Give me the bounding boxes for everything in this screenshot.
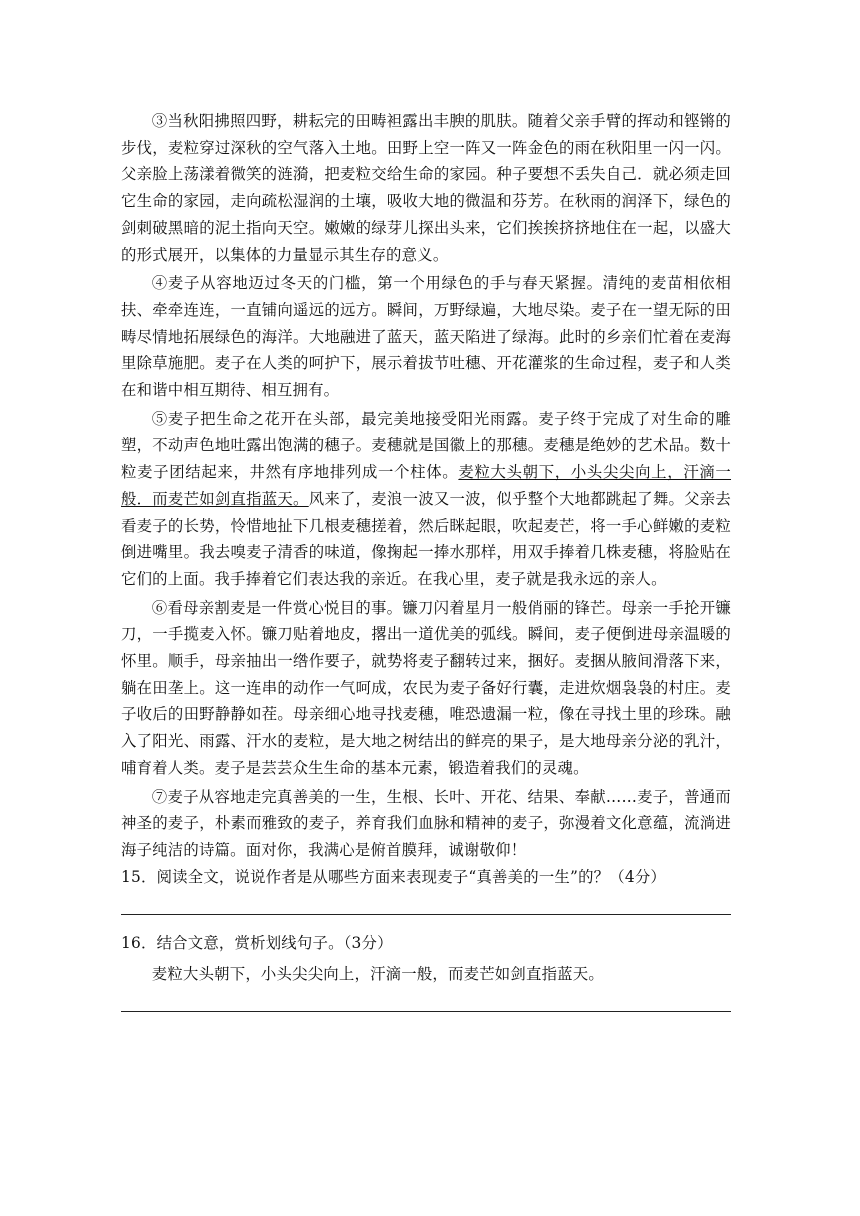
- question-16-quote: 麦粒大头朝下，小头尖尖向上，汗滴一般，而麦芒如剑直指蓝天。: [151, 964, 604, 983]
- answer-line-15[interactable]: [121, 914, 731, 915]
- underlined-sentence: 麦粒大头朝下，小头尖尖向上，汗滴一般．而麦芒如剑直指蓝天。: [121, 463, 732, 508]
- reading-passage: [121, 108, 731, 1012]
- paragraph-5-before: ⑤麦子把生命之花开在头部，最完美地接受阳光雨露。麦子终于完成了对生命的雕塑，不动声色地吐露出饱满的穗子。麦穗就是国徽上的那穗。麦穗是绝妙的艺术品。数十粒麦子团结起来，井然有序地排列成一个柱体。: [121, 409, 731, 482]
- paragraph-3: ③当秋阳拂照四野，耕耘完的田畴袒露出丰腴的肌肤。随着父亲手臂的挥动和铿锵的步伐，麦粒穿过深秋的空气落入土地。田野上空一阵又一阵金色的雨在秋阳里一闪一闪。父亲脸上荡漾着微笑的涟漪，把麦粒交给生命的家园。种子要想不丢失自己．就必须走回它生命的家园，走向疏松湿润的土壤，吸收大地的微温和芬芳。在秋雨的润泽下，绿色的剑刺破黑暗的泥土指向天空。嫩嫩的绿芽儿探出头来，它们挨挨挤挤地住在一起，以盛大的形式展开，以集体的力量显示其生存的意义。: [121, 112, 731, 264]
- paragraph-4: ④麦子从容地迈过冬天的门槛，第一个用绿色的手与春天紧握。清纯的麦苗相依相扶、牵牵连连，一直铺向遥远的远方。瞬间，万野绿遍，大地尽染。麦子在一望无际的田畴尽情地拓展绿色的海洋。大地融进了蓝天，蓝天陷进了绿海。此时的乡亲们忙着在麦海里除草施肥。麦子在人类的呵护下，展示着拔节吐穗、开花灌浆的生命过程，麦子和人类在和谐中相互期待、相互拥有。: [121, 274, 731, 400]
- paragraph-5: [121, 406, 731, 593]
- question-15: 15．阅读全文，说说作者是从哪些方面来表现麦子“真善美的一生”的？（4分）: [121, 867, 667, 886]
- question-16: 16．结合文意，赏析划线句子。（3分）: [121, 933, 393, 952]
- answer-line-16[interactable]: [121, 1011, 731, 1012]
- paragraph-5-after: 风来了，麦浪一波又一波，似乎整个大地都跳起了舞。父亲去看麦子的长势，怜惜地扯下几根麦穗搓着，然后眯起眼，吹起麦芒，将一手心鲜嫩的麦粒倒进嘴里。我去嗅麦子清香的味道，像掬起一捧水那样，用双手捧着几株麦穗，将脸贴在它们的上面。我手捧着它们表达我的亲近。在我心里，麦子就是我永远的亲人。: [121, 489, 732, 588]
- paragraph-6: ⑥看母亲割麦是一件赏心悦目的事。镰刀闪着星月一般俏丽的锋芒。母亲一手抡开镰刀，一手揽麦入怀。镰刀贴着地皮，撂出一道优美的弧线。瞬间，麦子便倒进母亲温暖的怀里。顺手，母亲抽出一绺作要子，就势将麦子翻转过来，捆好。麦捆从腋间滑落下来，躺在田垄上。这一连串的动作一气呵成，农民为麦子备好行囊，走进炊烟袅袅的村庄。麦子收后的田野静静如茬。母亲细心地寻找麦穗，唯恐遗漏一粒，像在寻找土里的珍珠。融入了阳光、雨露、汗水的麦粒，是大地之树结出的鲜亮的果子，是大地母亲分泌的乳汁，哺育着人类。麦子是芸芸众生生命的基本元素，锻造着我们的灵魂。: [121, 598, 731, 777]
- paragraph-7: ⑦麦子从容地走完真善美的一生，生根、长叶、开花、结果、奉献……麦子，普通而神圣的麦子，朴素而雅致的麦子，养育我们血脉和精神的麦子，弥漫着文化意蕴，流淌进海子纯洁的诗篇。面对你，我满心是俯首膜拜，诚谢敬仰！: [121, 787, 731, 859]
